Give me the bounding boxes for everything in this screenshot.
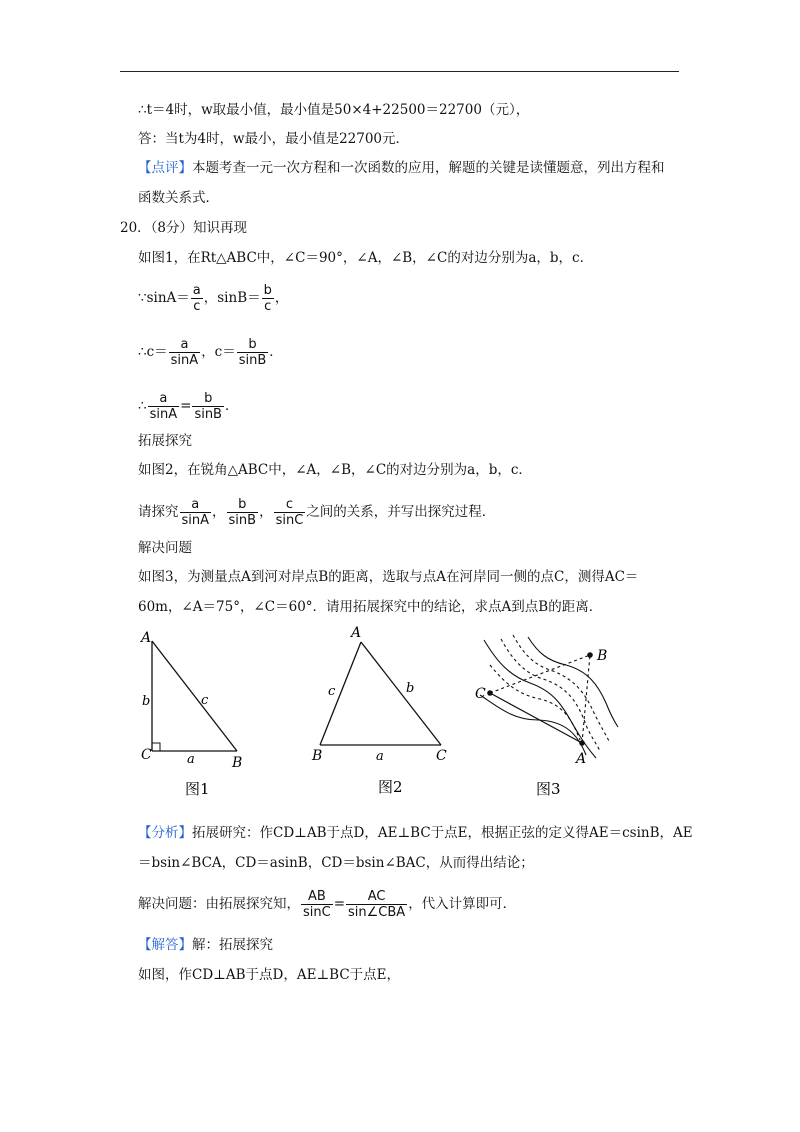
- fraction-b-over-sinB: [237, 337, 269, 368]
- fig2-caption: 图2: [378, 778, 403, 796]
- frac-num: a: [148, 391, 180, 407]
- fig1-label-B: B: [232, 755, 243, 771]
- equals: =: [180, 398, 192, 414]
- fig1-label-b: b: [142, 694, 151, 709]
- frac-num: b: [227, 497, 259, 513]
- fraction-AC-over-sinCBA: [346, 889, 407, 920]
- analysis-line3-end: ，代入计算即可．: [408, 896, 517, 912]
- fig1-label-c: c: [201, 693, 209, 708]
- since-line: [138, 283, 288, 314]
- frac-den: sinA: [149, 407, 178, 422]
- fig3-caption: 图3: [536, 780, 561, 798]
- comment-tag: 【点评】: [138, 160, 192, 176]
- fraction-b-over-sinB: [227, 497, 259, 528]
- frac-den: sin∠CBA: [348, 905, 406, 920]
- fraction-a-over-sinA: [180, 497, 212, 528]
- figure-1: [135, 625, 255, 800]
- fig2-label-A: A: [351, 625, 362, 641]
- fig2-label-a: a: [376, 749, 384, 764]
- frac-num: AC: [346, 889, 407, 905]
- fig3-segment-CA: [490, 693, 582, 743]
- ext-title: 拓展探究: [138, 433, 192, 449]
- point-C: [487, 690, 493, 696]
- frac-den: sinA: [181, 513, 210, 528]
- analysis-line2: ＝bsin∠BCA，CD＝asinB，CD＝bsin∠BAC，从而得出结论；: [138, 855, 534, 871]
- equals: =: [333, 896, 346, 912]
- comment-line2: 函数关系式．: [138, 190, 219, 206]
- therefore-line: [138, 391, 238, 422]
- fig3-label-A: A: [576, 751, 587, 767]
- comment-line: [138, 159, 665, 177]
- sep: ，: [259, 504, 273, 520]
- solve-p2: 60m，∠A＝75°，∠C＝60°．请用拓展探究中的结论，求点A到点B的距离．: [138, 599, 603, 615]
- analysis-tag: 【分析】: [138, 825, 192, 841]
- frac-den: sinB: [194, 407, 222, 422]
- fig1-side-c: [152, 641, 237, 751]
- answer-line2: 如图，作CD⊥AB于点D，AE⊥BC于点E，: [138, 967, 400, 983]
- fig2-label-c: c: [328, 684, 336, 699]
- fig2-label-C: C: [436, 748, 447, 764]
- fig3-segment-AB: [582, 655, 590, 743]
- frac-den: sinB: [238, 353, 267, 368]
- frac-den: sinA: [170, 353, 199, 368]
- river-dashed-1: [513, 635, 610, 743]
- frac-num: AB: [301, 889, 333, 905]
- therefore-end: ．: [224, 398, 239, 414]
- fraction-a-over-sinA: [148, 391, 180, 422]
- ext-paragraph: 如图2，在锐角△ABC中，∠A，∠B，∠C的对边分别为a，b，c．: [138, 462, 532, 478]
- frac-den: sinB: [228, 513, 257, 528]
- fig1-label-C: C: [141, 747, 152, 763]
- analysis-line1: [138, 824, 693, 842]
- fig1-label-A: A: [141, 630, 152, 646]
- frac-num: b: [263, 283, 272, 298]
- fig2-side-b: [361, 642, 441, 745]
- answer-tag: 【解答】: [138, 937, 192, 953]
- fig2-label-B: B: [312, 748, 323, 764]
- ext-question-line: [138, 497, 495, 528]
- q20-p1: 如图1，在Rt△ABC中，∠C＝90°，∠A，∠B，∠C的对边分别为a，b，c．: [138, 250, 594, 266]
- river-bank-near: [480, 695, 586, 755]
- frac-den: c: [193, 299, 201, 314]
- analysis-line3: [138, 889, 516, 920]
- q20-heading: 20．（8分）知识再现: [120, 220, 248, 236]
- ext-q-prefix: 请探究: [138, 504, 179, 520]
- point-B: [587, 652, 593, 658]
- analysis-line3-prefix: 解决问题：由拓展探究知，: [138, 896, 300, 912]
- figure-2: [305, 620, 455, 800]
- header-rule: [120, 71, 679, 72]
- frac-den: sinC: [275, 513, 304, 528]
- solve-title: 解决问题: [138, 540, 192, 556]
- right-angle-mark: [152, 743, 160, 751]
- since-prefix: ∵sinA＝: [138, 290, 190, 306]
- answer-text: 解：拓展探究: [192, 937, 273, 953]
- fraction-b-over-sinB: [192, 391, 224, 422]
- fig3-label-C: C: [475, 686, 486, 702]
- frac-num: c: [274, 497, 306, 513]
- therefore-c-line: [138, 337, 283, 368]
- since-end: ，: [274, 290, 289, 306]
- fig3-label-B: B: [597, 648, 608, 664]
- fig1-caption: 图1: [185, 780, 210, 798]
- analysis-text1: 拓展研究：作CD⊥AB于点D，AE⊥BC于点E，根据正弦的定义得AE＝csinB，AE: [192, 825, 693, 841]
- point-A: [579, 740, 585, 746]
- fraction-a-over-sinA: [169, 337, 201, 368]
- therefore-prefix: ∴: [138, 398, 147, 414]
- therefore-c-mid: ，c＝: [201, 344, 236, 360]
- frac-den: c: [264, 299, 272, 314]
- answer-line1: [138, 936, 273, 954]
- figure-3: [468, 625, 628, 800]
- river-dashed-2: [501, 639, 600, 751]
- frac-den: sinC: [303, 905, 331, 920]
- frac-num: a: [169, 337, 201, 353]
- therefore-c-prefix: ∴c＝: [138, 344, 168, 360]
- frac-num: b: [237, 337, 269, 353]
- fraction-b-over-c: [262, 283, 274, 314]
- sol19-line2: 答：当t为4时，w最小，最小值是22700元．: [138, 131, 410, 147]
- frac-num: a: [180, 497, 212, 513]
- sol19-line1: ∴t＝4时，w取最小值，最小值是50×4+22500＝22700（元），: [138, 102, 530, 118]
- solve-p1: 如图3，为测量点A到河对岸点B的距离，选取与点A在河岸同一侧的点C，测得AC＝: [138, 569, 639, 585]
- therefore-c-end: ．: [269, 344, 283, 360]
- fig1-label-a: a: [187, 752, 195, 767]
- fig2-side-c: [320, 642, 361, 745]
- frac-num: b: [192, 391, 224, 407]
- fraction-AB-over-sinC: [301, 889, 333, 920]
- sep: ，: [212, 504, 226, 520]
- ext-q-end: 之间的关系，并写出探究过程．: [306, 504, 496, 520]
- comment-text: 本题考查一元一次方程和一次函数的应用，解题的关键是读懂题意，列出方程和: [192, 160, 665, 176]
- frac-num: a: [192, 283, 201, 298]
- fraction-a-over-c: [191, 283, 203, 314]
- fig2-label-b: b: [406, 681, 415, 696]
- since-mid: ，sinB＝: [203, 290, 261, 306]
- fraction-c-over-sinC: [274, 497, 306, 528]
